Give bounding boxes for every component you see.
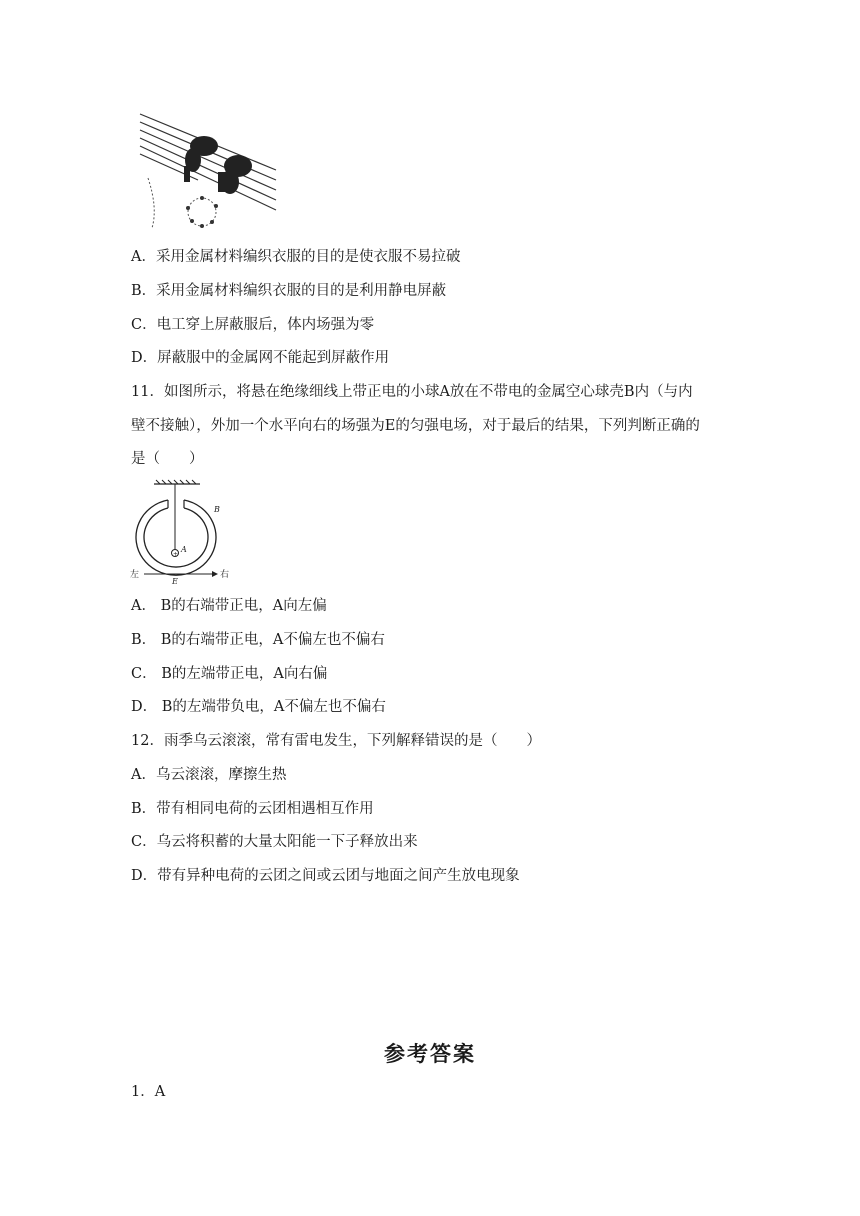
q12-option-a: A．乌云滚滚，摩擦生热	[131, 767, 287, 783]
q11-stem-line-1: 11．如图所示，将悬在绝缘细线上带正电的小球A放在不带电的金属空心球壳B内（与内	[131, 384, 693, 400]
q11-option-b: B． B的右端带正电，A不偏左也不偏右	[131, 632, 385, 648]
hollow-sphere-figure	[128, 478, 238, 586]
q10-option-c: C．电工穿上屏蔽服后，体内场强为零	[131, 317, 375, 333]
label-b: B	[214, 505, 220, 514]
q11-stem-line-2: 壁不接触），外加一个水平向右的场强为E的匀强电场，对于最后的结果，下列判断正确的	[131, 418, 700, 434]
sphere-inner	[144, 508, 208, 567]
q11-stem-line-3: 是（ ）	[131, 451, 204, 467]
q11-option-c: C． B的左端带正电，A向右偏	[131, 666, 328, 682]
q12-option-d: D．带有异种电荷的云团之间或云团与地面之间产生放电现象	[131, 868, 520, 884]
answer-item-1: 1．A	[131, 1084, 166, 1100]
q10-option-d: D．屏蔽服中的金属网不能起到屏蔽作用	[131, 350, 390, 366]
ceiling-hatch	[154, 480, 200, 484]
q10-option-a: A．采用金属材料编织衣服的目的是使衣服不易拉破	[131, 249, 461, 265]
q11-option-d: D． B的左端带负电，A不偏左也不偏右	[131, 699, 386, 715]
spark-ring	[148, 178, 216, 228]
label-a: A	[181, 545, 187, 554]
power-lines	[140, 114, 276, 210]
svg-text:+: +	[173, 551, 179, 558]
q12-stem: 12．雨季乌云滚滚，常有雷电发生，下列解释错误的是（ ）	[131, 733, 541, 749]
sphere-outer	[136, 500, 216, 575]
electricians-on-powerline-figure	[138, 108, 278, 232]
q10-option-b: B．采用金属材料编织衣服的目的是利用静电屏蔽	[131, 283, 447, 299]
answer-heading: 参考答案	[384, 1042, 476, 1066]
q12-option-b: B．带有相同电荷的云团相遇相互作用	[131, 801, 374, 817]
q12-option-c: C．乌云将积蓄的大量太阳能一下子释放出来	[131, 834, 418, 850]
label-left: 左	[130, 570, 140, 580]
spark-dots	[186, 196, 218, 228]
label-right: 右	[220, 570, 230, 580]
q11-option-a: A． B的右端带正电，A向左偏	[131, 598, 327, 614]
label-e: E	[172, 577, 178, 586]
